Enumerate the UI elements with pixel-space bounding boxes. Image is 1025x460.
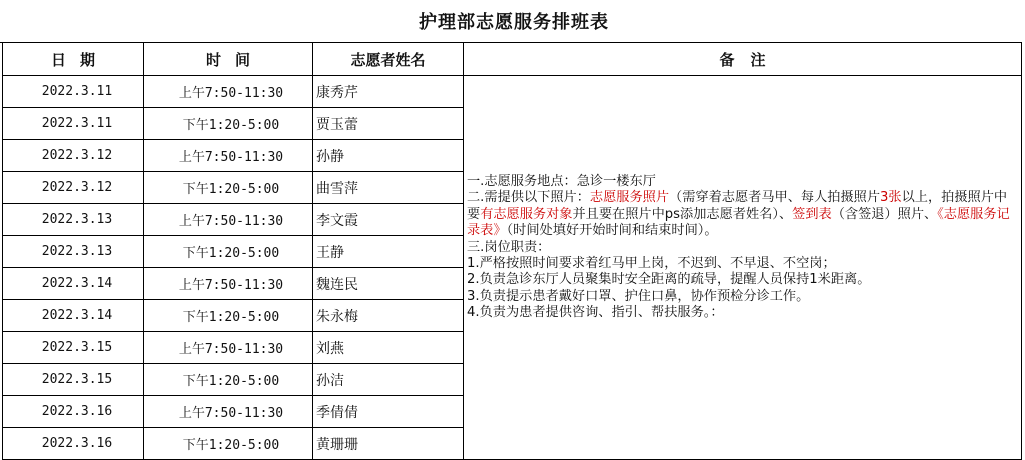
header-time: 时间 — [144, 43, 313, 76]
time-cell: 上午7:50-11:30 — [144, 332, 313, 364]
header-volunteer-name: 志愿者姓名 — [313, 43, 464, 76]
notes-duties-heading: 三.岗位职责： — [467, 239, 551, 255]
date-cell: 2022.3.12 — [3, 140, 144, 172]
notes-text: 二.需提供以下照片： — [467, 190, 590, 206]
volunteer-name-cell: 王静 — [313, 236, 464, 268]
volunteer-name-cell: 刘燕 — [313, 332, 464, 364]
title-bar — [0, 0, 1022, 43]
sheet-title: 护理部志愿服务排班表 — [419, 12, 609, 33]
notes-text: （时间处填好开始时间和结束时间）。 — [506, 223, 718, 239]
time-cell: 下午1:20-5:00 — [144, 300, 313, 332]
time-cell: 上午7:50-11:30 — [144, 268, 313, 300]
volunteer-name-cell: 黄珊珊 — [313, 428, 464, 460]
header-date: 日期 — [3, 43, 144, 76]
time-cell: 下午1:20-5:00 — [144, 364, 313, 396]
notes-location — [467, 174, 1017, 190]
date-cell: 2022.3.15 — [3, 364, 144, 396]
date-cell: 2022.3.14 — [3, 268, 144, 300]
date-cell: 2022.3.16 — [3, 428, 144, 460]
notes-duty-item: 2.负责急诊东厅人员聚集时安全距离的疏导，提醒人员保持1米距离。 — [467, 272, 871, 288]
volunteer-name-cell: 季倩倩 — [313, 396, 464, 428]
date-cell: 2022.3.13 — [3, 204, 144, 236]
notes-photo-requirements — [467, 190, 1017, 239]
date-cell: 2022.3.12 — [3, 172, 144, 204]
notes-highlight: 签到表 — [792, 206, 832, 222]
date-cell: 2022.3.13 — [3, 236, 144, 268]
date-cell: 2022.3.11 — [3, 108, 144, 140]
notes-duty-item: 1.严格按照时间要求着红马甲上岗，不迟到、不早退、不空岗； — [467, 256, 836, 272]
table-row — [3, 76, 1022, 108]
volunteer-name-cell: 孙洁 — [313, 364, 464, 396]
notes-text: 并且要在照片中ps添加志愿者姓名）、 — [572, 206, 793, 222]
notes-content — [467, 174, 1017, 322]
date-cell: 2022.3.14 — [3, 300, 144, 332]
time-cell: 上午7:50-11:30 — [144, 396, 313, 428]
notes-highlight: 3张 — [880, 190, 902, 206]
time-cell: 下午1:20-5:00 — [144, 108, 313, 140]
notes-duty-item: 4.负责为患者提供咨询、指引、帮扶服务。： — [467, 305, 724, 321]
volunteer-name-cell: 孙静 — [313, 140, 464, 172]
notes-highlight: 志愿服务照片 — [589, 190, 670, 206]
header-notes: 备注 — [464, 43, 1022, 76]
time-cell: 下午1:20-5:00 — [144, 428, 313, 460]
notes-text: 以上，拍摄照片中要 — [467, 190, 1008, 222]
volunteer-name-cell: 康秀芹 — [313, 76, 464, 108]
volunteer-name-cell: 朱永梅 — [313, 300, 464, 332]
schedule-table — [2, 42, 1022, 460]
notes-duty-item: 3.负责提示患者戴好口罩、护住口鼻，协作预检分诊工作。 — [467, 288, 810, 304]
date-cell: 2022.3.16 — [3, 396, 144, 428]
notes-text: （需穿着志愿者马甲、每人拍摄照片 — [669, 190, 881, 206]
notes-line: 一.志愿服务地点：急诊一楼东厅 — [467, 174, 656, 189]
notes-highlight: 《志愿服务记录表》 — [467, 206, 1010, 239]
notes-cell — [464, 76, 1022, 460]
notes-text: （含签退）照片、 — [831, 206, 938, 222]
time-cell: 上午7:50-11:30 — [144, 76, 313, 108]
schedule-body — [3, 76, 1022, 460]
volunteer-name-cell: 魏连民 — [313, 268, 464, 300]
notes-highlight: 有志愿服务对象 — [480, 206, 573, 222]
volunteer-name-cell: 李文霞 — [313, 204, 464, 236]
time-cell: 上午7:50-11:30 — [144, 140, 313, 172]
header-row — [3, 43, 1022, 76]
volunteer-name-cell: 曲雪萍 — [313, 172, 464, 204]
date-cell: 2022.3.15 — [3, 332, 144, 364]
volunteer-name-cell: 贾玉蕾 — [313, 108, 464, 140]
time-cell: 下午1:20-5:00 — [144, 236, 313, 268]
time-cell: 下午1:20-5:00 — [144, 172, 313, 204]
date-cell: 2022.3.11 — [3, 76, 144, 108]
time-cell: 上午7:50-11:30 — [144, 204, 313, 236]
